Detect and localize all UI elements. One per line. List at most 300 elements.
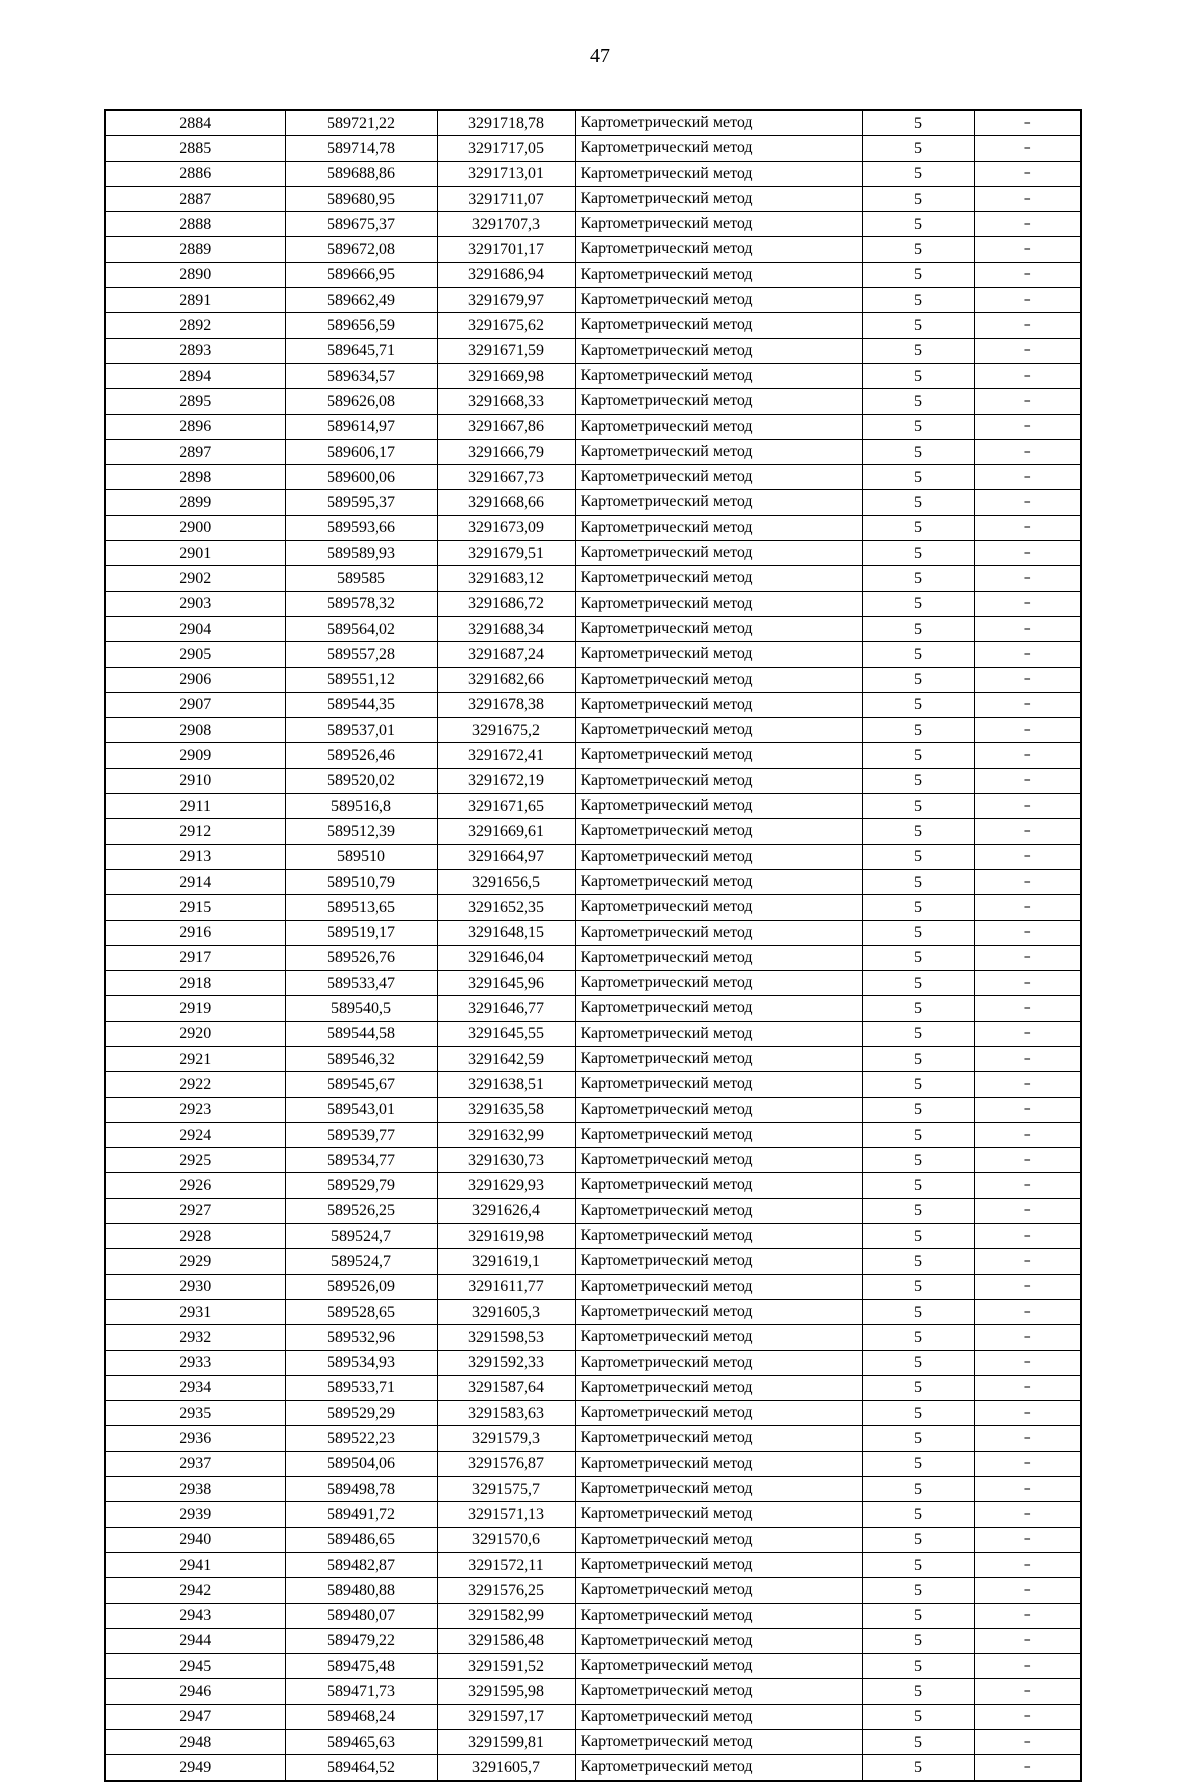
- x-coordinate-cell: 589533,71: [285, 1375, 437, 1400]
- method-cell: Картометрический метод: [575, 1224, 862, 1249]
- table-row: [105, 1654, 1081, 1679]
- note-cell: –: [974, 262, 1081, 287]
- y-coordinate-cell: 3291667,86: [437, 414, 575, 439]
- table-row: [105, 490, 1081, 515]
- y-coordinate-cell: 3291686,72: [437, 591, 575, 616]
- y-coordinate-cell: 3291675,62: [437, 313, 575, 338]
- x-coordinate-cell: 589595,37: [285, 490, 437, 515]
- method-cell: Картометрический метод: [575, 1274, 862, 1299]
- method-cell: Картометрический метод: [575, 136, 862, 161]
- x-coordinate-cell: 589680,95: [285, 186, 437, 211]
- table-row: [105, 1097, 1081, 1122]
- point-number-cell: 2920: [105, 1021, 285, 1046]
- accuracy-cell: 5: [862, 616, 974, 641]
- y-coordinate-cell: 3291635,58: [437, 1097, 575, 1122]
- y-coordinate-cell: 3291682,66: [437, 667, 575, 692]
- note-cell: –: [974, 338, 1081, 363]
- table-row: [105, 237, 1081, 262]
- point-number-cell: 2937: [105, 1451, 285, 1476]
- y-coordinate-cell: 3291711,07: [437, 186, 575, 211]
- y-coordinate-cell: 3291598,53: [437, 1325, 575, 1350]
- x-coordinate-cell: 589537,01: [285, 718, 437, 743]
- table-row: [105, 1628, 1081, 1653]
- method-cell: Картометрический метод: [575, 1730, 862, 1755]
- note-cell: –: [974, 1046, 1081, 1071]
- note-cell: –: [974, 794, 1081, 819]
- x-coordinate-cell: 589526,09: [285, 1274, 437, 1299]
- x-coordinate-cell: 589585: [285, 566, 437, 591]
- point-number-cell: 2925: [105, 1148, 285, 1173]
- point-number-cell: 2911: [105, 794, 285, 819]
- point-number-cell: 2914: [105, 869, 285, 894]
- accuracy-cell: 5: [862, 389, 974, 414]
- x-coordinate-cell: 589688,86: [285, 161, 437, 186]
- point-number-cell: 2903: [105, 591, 285, 616]
- y-coordinate-cell: 3291645,55: [437, 1021, 575, 1046]
- table-row: [105, 1704, 1081, 1729]
- note-cell: –: [974, 1755, 1081, 1781]
- x-coordinate-cell: 589532,96: [285, 1325, 437, 1350]
- x-coordinate-cell: 589551,12: [285, 667, 437, 692]
- note-cell: –: [974, 945, 1081, 970]
- accuracy-cell: 5: [862, 1274, 974, 1299]
- note-cell: –: [974, 541, 1081, 566]
- method-cell: Картометрический метод: [575, 692, 862, 717]
- method-cell: Картометрический метод: [575, 844, 862, 869]
- x-coordinate-cell: 589498,78: [285, 1477, 437, 1502]
- y-coordinate-cell: 3291586,48: [437, 1628, 575, 1653]
- method-cell: Картометрический метод: [575, 1603, 862, 1628]
- table-row: [105, 1578, 1081, 1603]
- x-coordinate-cell: 589564,02: [285, 616, 437, 641]
- x-coordinate-cell: 589491,72: [285, 1502, 437, 1527]
- accuracy-cell: 5: [862, 1401, 974, 1426]
- note-cell: –: [974, 1072, 1081, 1097]
- method-cell: Картометрический метод: [575, 490, 862, 515]
- x-coordinate-cell: 589600,06: [285, 465, 437, 490]
- y-coordinate-cell: 3291675,2: [437, 718, 575, 743]
- table-row: [105, 1527, 1081, 1552]
- note-cell: –: [974, 1426, 1081, 1451]
- note-cell: –: [974, 616, 1081, 641]
- accuracy-cell: 5: [862, 566, 974, 591]
- method-cell: Картометрический метод: [575, 1021, 862, 1046]
- method-cell: Картометрический метод: [575, 439, 862, 464]
- accuracy-cell: 5: [862, 414, 974, 439]
- table-row: [105, 1350, 1081, 1375]
- accuracy-cell: 5: [862, 515, 974, 540]
- x-coordinate-cell: 589522,23: [285, 1426, 437, 1451]
- method-cell: Картометрический метод: [575, 1401, 862, 1426]
- method-cell: Картометрический метод: [575, 819, 862, 844]
- method-cell: Картометрический метод: [575, 869, 862, 894]
- table-row: [105, 110, 1081, 136]
- note-cell: –: [974, 1628, 1081, 1653]
- point-number-cell: 2921: [105, 1046, 285, 1071]
- method-cell: Картометрический метод: [575, 288, 862, 313]
- x-coordinate-cell: 589544,58: [285, 1021, 437, 1046]
- table-row: [105, 1173, 1081, 1198]
- method-cell: Картометрический метод: [575, 389, 862, 414]
- point-number-cell: 2946: [105, 1679, 285, 1704]
- y-coordinate-cell: 3291632,99: [437, 1122, 575, 1147]
- y-coordinate-cell: 3291668,66: [437, 490, 575, 515]
- note-cell: –: [974, 136, 1081, 161]
- accuracy-cell: 5: [862, 768, 974, 793]
- y-coordinate-cell: 3291619,1: [437, 1249, 575, 1274]
- method-cell: Картометрический метод: [575, 743, 862, 768]
- note-cell: –: [974, 1679, 1081, 1704]
- accuracy-cell: 5: [862, 996, 974, 1021]
- method-cell: Картометрический метод: [575, 262, 862, 287]
- point-number-cell: 2893: [105, 338, 285, 363]
- point-number-cell: 2923: [105, 1097, 285, 1122]
- method-cell: Картометрический метод: [575, 1451, 862, 1476]
- note-cell: –: [974, 1198, 1081, 1223]
- x-coordinate-cell: 589513,65: [285, 895, 437, 920]
- point-number-cell: 2931: [105, 1299, 285, 1324]
- point-number-cell: 2928: [105, 1224, 285, 1249]
- note-cell: –: [974, 288, 1081, 313]
- note-cell: –: [974, 642, 1081, 667]
- y-coordinate-cell: 3291648,15: [437, 920, 575, 945]
- point-number-cell: 2932: [105, 1325, 285, 1350]
- y-coordinate-cell: 3291669,61: [437, 819, 575, 844]
- point-number-cell: 2906: [105, 667, 285, 692]
- y-coordinate-cell: 3291619,98: [437, 1224, 575, 1249]
- accuracy-cell: 5: [862, 1097, 974, 1122]
- y-coordinate-cell: 3291683,12: [437, 566, 575, 591]
- note-cell: –: [974, 1350, 1081, 1375]
- y-coordinate-cell: 3291583,63: [437, 1401, 575, 1426]
- accuracy-cell: 5: [862, 1426, 974, 1451]
- table-row: [105, 1274, 1081, 1299]
- method-cell: Картометрический метод: [575, 1477, 862, 1502]
- accuracy-cell: 5: [862, 161, 974, 186]
- accuracy-cell: 5: [862, 237, 974, 262]
- table-row: [105, 541, 1081, 566]
- accuracy-cell: 5: [862, 819, 974, 844]
- y-coordinate-cell: 3291595,98: [437, 1679, 575, 1704]
- accuracy-cell: 5: [862, 262, 974, 287]
- x-coordinate-cell: 589480,88: [285, 1578, 437, 1603]
- point-number-cell: 2934: [105, 1375, 285, 1400]
- point-number-cell: 2940: [105, 1527, 285, 1552]
- accuracy-cell: 5: [862, 1679, 974, 1704]
- method-cell: Картометрический метод: [575, 110, 862, 136]
- y-coordinate-cell: 3291646,04: [437, 945, 575, 970]
- method-cell: Картометрический метод: [575, 1654, 862, 1679]
- x-coordinate-cell: 589480,07: [285, 1603, 437, 1628]
- y-coordinate-cell: 3291687,24: [437, 642, 575, 667]
- table-row: [105, 212, 1081, 237]
- accuracy-cell: 5: [862, 895, 974, 920]
- note-cell: –: [974, 1552, 1081, 1577]
- note-cell: –: [974, 439, 1081, 464]
- x-coordinate-cell: 589526,76: [285, 945, 437, 970]
- table-row: [105, 591, 1081, 616]
- point-number-cell: 2904: [105, 616, 285, 641]
- y-coordinate-cell: 3291671,59: [437, 338, 575, 363]
- table-row: [105, 1603, 1081, 1628]
- note-cell: –: [974, 692, 1081, 717]
- point-number-cell: 2885: [105, 136, 285, 161]
- table-row: [105, 971, 1081, 996]
- x-coordinate-cell: 589529,29: [285, 1401, 437, 1426]
- method-cell: Картометрический метод: [575, 1755, 862, 1781]
- point-number-cell: 2890: [105, 262, 285, 287]
- method-cell: Картометрический метод: [575, 1375, 862, 1400]
- table-row: [105, 819, 1081, 844]
- table-row: [105, 768, 1081, 793]
- y-coordinate-cell: 3291666,79: [437, 439, 575, 464]
- x-coordinate-cell: 589714,78: [285, 136, 437, 161]
- x-coordinate-cell: 589528,65: [285, 1299, 437, 1324]
- note-cell: –: [974, 1578, 1081, 1603]
- accuracy-cell: 5: [862, 1578, 974, 1603]
- note-cell: –: [974, 1375, 1081, 1400]
- y-coordinate-cell: 3291576,87: [437, 1451, 575, 1476]
- point-number-cell: 2942: [105, 1578, 285, 1603]
- note-cell: –: [974, 1451, 1081, 1476]
- point-number-cell: 2891: [105, 288, 285, 313]
- note-cell: –: [974, 161, 1081, 186]
- table-row: [105, 338, 1081, 363]
- method-cell: Картометрический метод: [575, 161, 862, 186]
- x-coordinate-cell: 589634,57: [285, 363, 437, 388]
- table-row: [105, 869, 1081, 894]
- x-coordinate-cell: 589675,37: [285, 212, 437, 237]
- accuracy-cell: 5: [862, 1249, 974, 1274]
- accuracy-cell: 5: [862, 363, 974, 388]
- method-cell: Картометрический метод: [575, 718, 862, 743]
- accuracy-cell: 5: [862, 1072, 974, 1097]
- table-row: [105, 1477, 1081, 1502]
- method-cell: Картометрический метод: [575, 338, 862, 363]
- method-cell: Картометрический метод: [575, 591, 862, 616]
- x-coordinate-cell: 589520,02: [285, 768, 437, 793]
- accuracy-cell: 5: [862, 945, 974, 970]
- point-number-cell: 2894: [105, 363, 285, 388]
- table-row: [105, 1046, 1081, 1071]
- note-cell: –: [974, 1249, 1081, 1274]
- note-cell: –: [974, 768, 1081, 793]
- table-row: [105, 945, 1081, 970]
- accuracy-cell: 5: [862, 591, 974, 616]
- y-coordinate-cell: 3291597,17: [437, 1704, 575, 1729]
- accuracy-cell: 5: [862, 743, 974, 768]
- method-cell: Картометрический метод: [575, 642, 862, 667]
- accuracy-cell: 5: [862, 1375, 974, 1400]
- method-cell: Картометрический метод: [575, 212, 862, 237]
- y-coordinate-cell: 3291645,96: [437, 971, 575, 996]
- point-number-cell: 2902: [105, 566, 285, 591]
- point-number-cell: 2900: [105, 515, 285, 540]
- point-number-cell: 2949: [105, 1755, 285, 1781]
- table-row: [105, 363, 1081, 388]
- note-cell: –: [974, 1274, 1081, 1299]
- point-number-cell: 2922: [105, 1072, 285, 1097]
- point-number-cell: 2888: [105, 212, 285, 237]
- point-number-cell: 2927: [105, 1198, 285, 1223]
- x-coordinate-cell: 589539,77: [285, 1122, 437, 1147]
- y-coordinate-cell: 3291571,13: [437, 1502, 575, 1527]
- y-coordinate-cell: 3291638,51: [437, 1072, 575, 1097]
- note-cell: –: [974, 1122, 1081, 1147]
- method-cell: Картометрический метод: [575, 667, 862, 692]
- x-coordinate-cell: 589464,52: [285, 1755, 437, 1781]
- x-coordinate-cell: 589524,7: [285, 1224, 437, 1249]
- point-number-cell: 2899: [105, 490, 285, 515]
- table-row: [105, 136, 1081, 161]
- accuracy-cell: 5: [862, 692, 974, 717]
- accuracy-cell: 5: [862, 1451, 974, 1476]
- table-row: [105, 667, 1081, 692]
- method-cell: Картометрический метод: [575, 186, 862, 211]
- point-number-cell: 2939: [105, 1502, 285, 1527]
- table-row: [105, 186, 1081, 211]
- accuracy-cell: 5: [862, 920, 974, 945]
- table-row: [105, 414, 1081, 439]
- table-row: [105, 1198, 1081, 1223]
- accuracy-cell: 5: [862, 1148, 974, 1173]
- point-number-cell: 2892: [105, 313, 285, 338]
- note-cell: –: [974, 414, 1081, 439]
- y-coordinate-cell: 3291642,59: [437, 1046, 575, 1071]
- y-coordinate-cell: 3291668,33: [437, 389, 575, 414]
- x-coordinate-cell: 589645,71: [285, 338, 437, 363]
- note-cell: –: [974, 1299, 1081, 1324]
- x-coordinate-cell: 589533,47: [285, 971, 437, 996]
- note-cell: –: [974, 237, 1081, 262]
- x-coordinate-cell: 589606,17: [285, 439, 437, 464]
- method-cell: Картометрический метод: [575, 895, 862, 920]
- accuracy-cell: 5: [862, 136, 974, 161]
- table-row: [105, 1224, 1081, 1249]
- accuracy-cell: 5: [862, 1122, 974, 1147]
- point-number-cell: 2884: [105, 110, 285, 136]
- y-coordinate-cell: 3291630,73: [437, 1148, 575, 1173]
- note-cell: –: [974, 1224, 1081, 1249]
- method-cell: Картометрический метод: [575, 794, 862, 819]
- x-coordinate-cell: 589471,73: [285, 1679, 437, 1704]
- accuracy-cell: 5: [862, 1224, 974, 1249]
- point-number-cell: 2935: [105, 1401, 285, 1426]
- method-cell: Картометрический метод: [575, 1148, 862, 1173]
- accuracy-cell: 5: [862, 1198, 974, 1223]
- point-number-cell: 2918: [105, 971, 285, 996]
- table-row: [105, 161, 1081, 186]
- note-cell: –: [974, 1325, 1081, 1350]
- x-coordinate-cell: 589486,65: [285, 1527, 437, 1552]
- x-coordinate-cell: 589524,7: [285, 1249, 437, 1274]
- y-coordinate-cell: 3291667,73: [437, 465, 575, 490]
- x-coordinate-cell: 589510: [285, 844, 437, 869]
- x-coordinate-cell: 589510,79: [285, 869, 437, 894]
- accuracy-cell: 5: [862, 642, 974, 667]
- table-row: [105, 692, 1081, 717]
- table-row: [105, 920, 1081, 945]
- note-cell: –: [974, 743, 1081, 768]
- y-coordinate-cell: 3291587,64: [437, 1375, 575, 1400]
- coordinates-table: [104, 109, 1082, 1782]
- accuracy-cell: 5: [862, 1173, 974, 1198]
- method-cell: Картометрический метод: [575, 1679, 862, 1704]
- method-cell: Картометрический метод: [575, 920, 862, 945]
- y-coordinate-cell: 3291672,19: [437, 768, 575, 793]
- accuracy-cell: 5: [862, 971, 974, 996]
- y-coordinate-cell: 3291673,09: [437, 515, 575, 540]
- note-cell: –: [974, 819, 1081, 844]
- method-cell: Картометрический метод: [575, 1628, 862, 1653]
- accuracy-cell: 5: [862, 1299, 974, 1324]
- x-coordinate-cell: 589529,79: [285, 1173, 437, 1198]
- method-cell: Картометрический метод: [575, 414, 862, 439]
- y-coordinate-cell: 3291717,05: [437, 136, 575, 161]
- table-row: [105, 1375, 1081, 1400]
- accuracy-cell: 5: [862, 1477, 974, 1502]
- note-cell: –: [974, 1603, 1081, 1628]
- method-cell: Картометрический метод: [575, 1578, 862, 1603]
- y-coordinate-cell: 3291713,01: [437, 161, 575, 186]
- coordinates-table-body: [105, 110, 1081, 1781]
- method-cell: Картометрический метод: [575, 1299, 862, 1324]
- y-coordinate-cell: 3291605,3: [437, 1299, 575, 1324]
- y-coordinate-cell: 3291579,3: [437, 1426, 575, 1451]
- method-cell: Картометрический метод: [575, 1122, 862, 1147]
- accuracy-cell: 5: [862, 490, 974, 515]
- point-number-cell: 2913: [105, 844, 285, 869]
- point-number-cell: 2943: [105, 1603, 285, 1628]
- x-coordinate-cell: 589545,67: [285, 1072, 437, 1097]
- note-cell: –: [974, 996, 1081, 1021]
- note-cell: –: [974, 1704, 1081, 1729]
- y-coordinate-cell: 3291701,17: [437, 237, 575, 262]
- method-cell: Картометрический метод: [575, 1502, 862, 1527]
- point-number-cell: 2907: [105, 692, 285, 717]
- table-row: [105, 996, 1081, 1021]
- y-coordinate-cell: 3291679,97: [437, 288, 575, 313]
- x-coordinate-cell: 589593,66: [285, 515, 437, 540]
- method-cell: Картометрический метод: [575, 541, 862, 566]
- x-coordinate-cell: 589512,39: [285, 819, 437, 844]
- method-cell: Картометрический метод: [575, 971, 862, 996]
- accuracy-cell: 5: [862, 1325, 974, 1350]
- accuracy-cell: 5: [862, 439, 974, 464]
- y-coordinate-cell: 3291671,65: [437, 794, 575, 819]
- point-number-cell: 2945: [105, 1654, 285, 1679]
- x-coordinate-cell: 589672,08: [285, 237, 437, 262]
- note-cell: –: [974, 1527, 1081, 1552]
- point-number-cell: 2910: [105, 768, 285, 793]
- accuracy-cell: 5: [862, 1704, 974, 1729]
- x-coordinate-cell: 589534,93: [285, 1350, 437, 1375]
- y-coordinate-cell: 3291672,41: [437, 743, 575, 768]
- accuracy-cell: 5: [862, 1502, 974, 1527]
- method-cell: Картометрический метод: [575, 237, 862, 262]
- accuracy-cell: 5: [862, 1628, 974, 1653]
- y-coordinate-cell: 3291605,7: [437, 1755, 575, 1781]
- y-coordinate-cell: 3291570,6: [437, 1527, 575, 1552]
- y-coordinate-cell: 3291575,7: [437, 1477, 575, 1502]
- method-cell: Картометрический метод: [575, 566, 862, 591]
- y-coordinate-cell: 3291629,93: [437, 1173, 575, 1198]
- table-row: [105, 288, 1081, 313]
- point-number-cell: 2933: [105, 1350, 285, 1375]
- method-cell: Картометрический метод: [575, 515, 862, 540]
- point-number-cell: 2924: [105, 1122, 285, 1147]
- accuracy-cell: 5: [862, 869, 974, 894]
